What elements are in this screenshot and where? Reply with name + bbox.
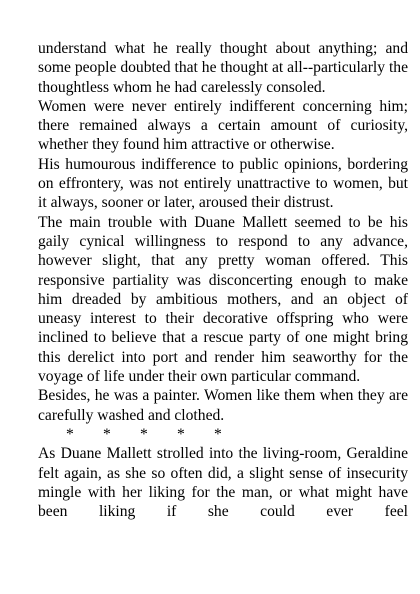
paragraph: Besides, he was a painter. Women like them when they are carefully washed and clothed. <box>38 387 408 424</box>
separator-star: * <box>140 425 148 443</box>
paragraph: Women were never entirely indifferent concerning him; there remained always a certain amount of curiosity, whether they found him attractive or otherwise. <box>38 97 408 154</box>
separator-star: * <box>103 425 111 443</box>
paragraph: His humourous indifference to public opinions, bordering on effrontery, was not entirely unattractive to women, but it always, sooner or later, aroused their distrust. <box>38 155 408 212</box>
paragraph: The main trouble with Duane Mallett seemed to be his gaily cynical willingness to respond to any advance, however slight, that any pretty woman offered. This responsive partiality was disconcerting enough to make him dreaded by ambitious mothers, and an object of uneasy interest to their decorative offspring who were inclined to believe that a rescue party of one might bring this derelict into port and render him seaworthy for the voyage of life under their own particular command. <box>38 213 408 386</box>
separator-star: * <box>177 425 185 443</box>
paragraph-continued: As Duane Mallett strolled into the living-room, Geraldine felt again, as she so often did, a slight sense of insecurity mingle with her liking for the man, or what might have been liking if she could ever feel <box>38 445 408 521</box>
section-separator <box>38 425 408 444</box>
paragraph: understand what he really thought about anything; and some people doubted that he thought at all--particularly the thoughtless whom he had carelessly consoled. <box>38 40 408 96</box>
separator-star: * <box>214 425 222 443</box>
separator-star: * <box>66 425 74 443</box>
